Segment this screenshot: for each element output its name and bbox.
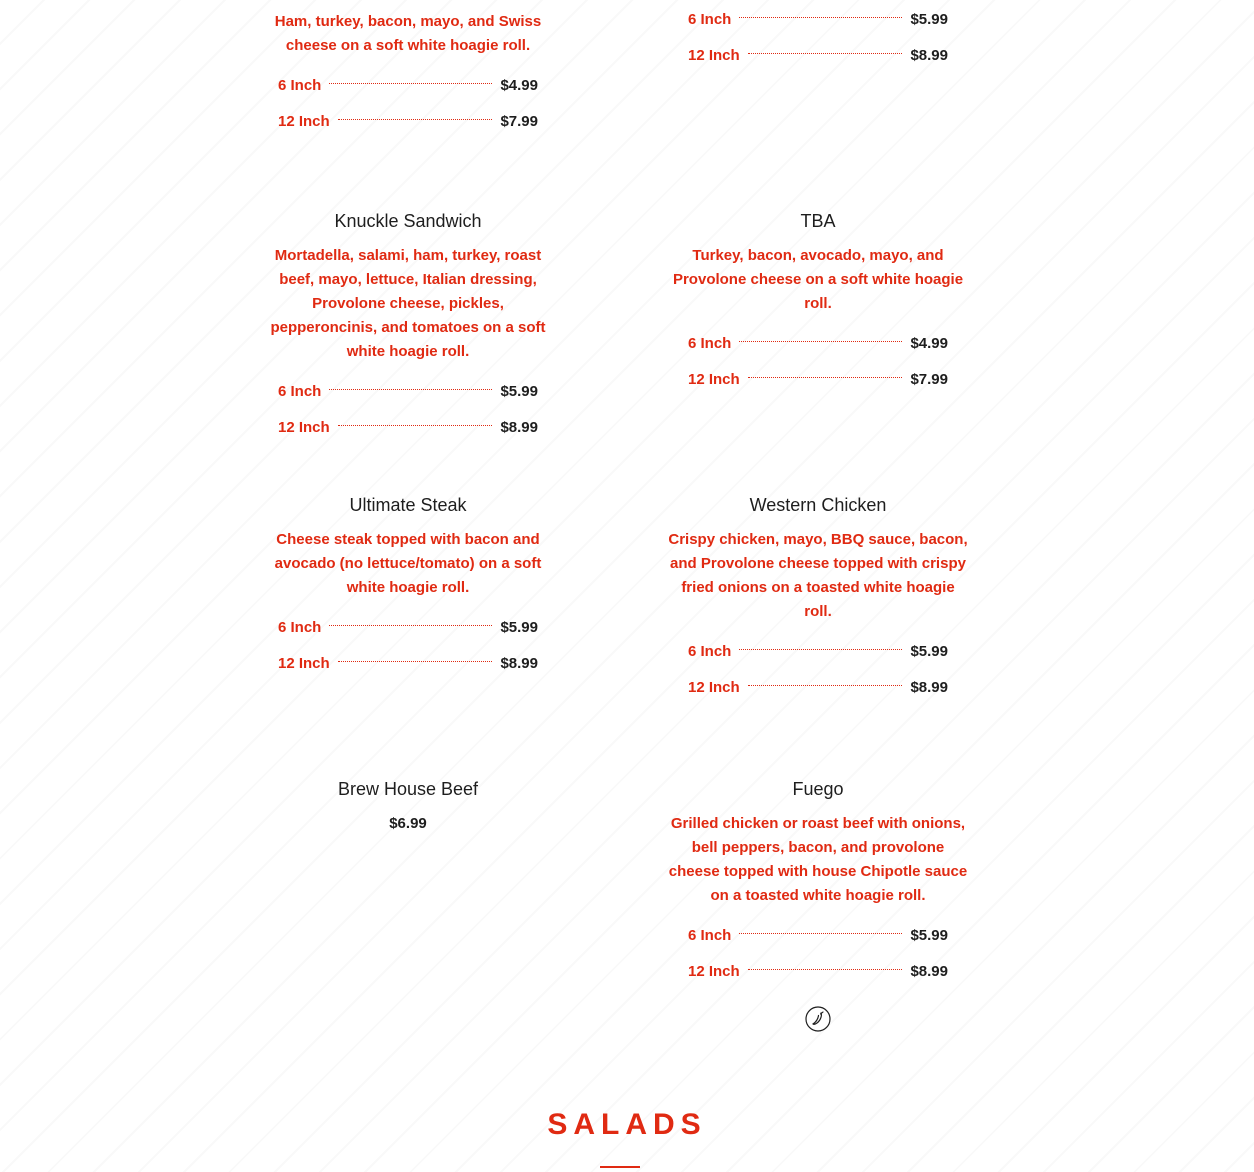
price-value: $7.99 <box>910 371 948 388</box>
price-value: $8.99 <box>910 679 948 696</box>
dot-leader <box>748 969 903 970</box>
item-description: Crispy chicken, mayo, BBQ sauce, bacon, and Provolone cheese topped with crispy fried onions on a toasted white hoagie roll. <box>668 531 968 620</box>
item-name: Ultimate Steak <box>349 495 467 515</box>
menu-item-knuckle-sandwich <box>258 208 558 446</box>
item-name: Brew House Beef <box>337 779 479 799</box>
price-value: $4.99 <box>910 335 948 352</box>
price-size: 12 Inch <box>688 963 740 980</box>
item-description: Cheese steak topped with bacon and avocado (no lettuce/tomato) on a soft white hoagie roll. <box>274 531 542 596</box>
dot-leader <box>739 933 902 934</box>
price-row <box>278 646 538 682</box>
item-description: Ham, turkey, bacon, mayo, and Swiss cheese on a soft white hoagie roll. <box>274 13 542 54</box>
dot-leader <box>748 685 903 686</box>
price-size: 12 Inch <box>688 679 740 696</box>
item-description: Mortadella, salami, ham, turkey, roast beef, mayo, lettuce, Italian dressing, Provolone cheese, pickles, pepperoncinis, and tomatoes on a soft white hoagie roll. <box>270 247 546 360</box>
dot-leader <box>338 661 493 662</box>
menu-item-fuego <box>668 776 968 1032</box>
dot-leader <box>748 53 903 54</box>
section-underline <box>600 1166 640 1168</box>
price-row <box>688 38 948 74</box>
dot-leader <box>329 83 492 84</box>
price-value: $5.99 <box>910 643 948 660</box>
price-size: 6 Inch <box>688 335 732 352</box>
price-size: 6 Inch <box>688 11 732 28</box>
dot-leader <box>338 425 493 426</box>
price-row <box>278 68 538 104</box>
dot-leader <box>748 377 903 378</box>
price-value: $7.99 <box>500 113 538 130</box>
item-name: Knuckle Sandwich <box>334 211 482 231</box>
menu-item-top-right <box>668 2 968 74</box>
dot-leader <box>329 625 492 626</box>
price-size: 12 Inch <box>278 419 330 436</box>
price-size: 6 Inch <box>278 619 322 636</box>
price-row <box>688 326 948 362</box>
dot-leader <box>739 17 902 18</box>
dot-leader <box>739 649 902 650</box>
price-row <box>688 670 948 706</box>
price-value: $5.99 <box>910 927 948 944</box>
spicy-pepper-icon <box>805 1006 831 1032</box>
price-value: $8.99 <box>500 419 538 436</box>
price-size: 12 Inch <box>688 47 740 64</box>
price-row <box>278 374 538 410</box>
price-value: $4.99 <box>500 77 538 94</box>
price-size: 12 Inch <box>278 655 330 672</box>
item-description: Grilled chicken or roast beef with onions, bell peppers, bacon, and provolone cheese topped with house Chipotle sauce on a toasted white hoagie roll. <box>668 815 968 904</box>
price-size: 6 Inch <box>688 643 732 660</box>
menu-item-ham-turkey <box>258 10 558 140</box>
menu-item-brew-house-beef <box>258 776 558 836</box>
price-row <box>688 2 948 38</box>
price-list <box>668 2 968 74</box>
price-row <box>688 954 948 990</box>
price-row <box>688 634 948 670</box>
item-name: Fuego <box>792 779 844 799</box>
price-list <box>668 634 968 706</box>
item-name: Western Chicken <box>749 495 887 515</box>
price-value: $8.99 <box>500 655 538 672</box>
price-row <box>688 918 948 954</box>
price-list <box>668 918 968 990</box>
price-row <box>278 610 538 646</box>
menu-item-tba <box>668 208 968 398</box>
price-list <box>258 374 558 446</box>
dot-leader <box>739 341 902 342</box>
price-list <box>668 326 968 398</box>
menu-item-ultimate-steak <box>258 492 558 682</box>
price-value: $5.99 <box>500 619 538 636</box>
price-value: $5.99 <box>500 383 538 400</box>
price-value: $6.99 <box>389 815 427 832</box>
price-list <box>258 68 558 140</box>
item-name: TBA <box>800 211 836 231</box>
price-size: 12 Inch <box>688 371 740 388</box>
price-list <box>258 610 558 682</box>
dot-leader <box>329 389 492 390</box>
menu-item-western-chicken <box>668 492 968 706</box>
item-description: Turkey, bacon, avocado, mayo, and Provolone cheese on a soft white hoagie roll. <box>672 247 964 312</box>
price-size: 12 Inch <box>278 113 330 130</box>
price-value: $8.99 <box>910 47 948 64</box>
price-row <box>688 362 948 398</box>
price-row <box>278 410 538 446</box>
price-size: 6 Inch <box>278 383 322 400</box>
price-value: $8.99 <box>910 963 948 980</box>
section-title: SALADS <box>547 1108 707 1141</box>
dot-leader <box>338 119 493 120</box>
price-value: $5.99 <box>910 11 948 28</box>
price-row <box>278 104 538 140</box>
price-size: 6 Inch <box>688 927 732 944</box>
price-size: 6 Inch <box>278 77 322 94</box>
